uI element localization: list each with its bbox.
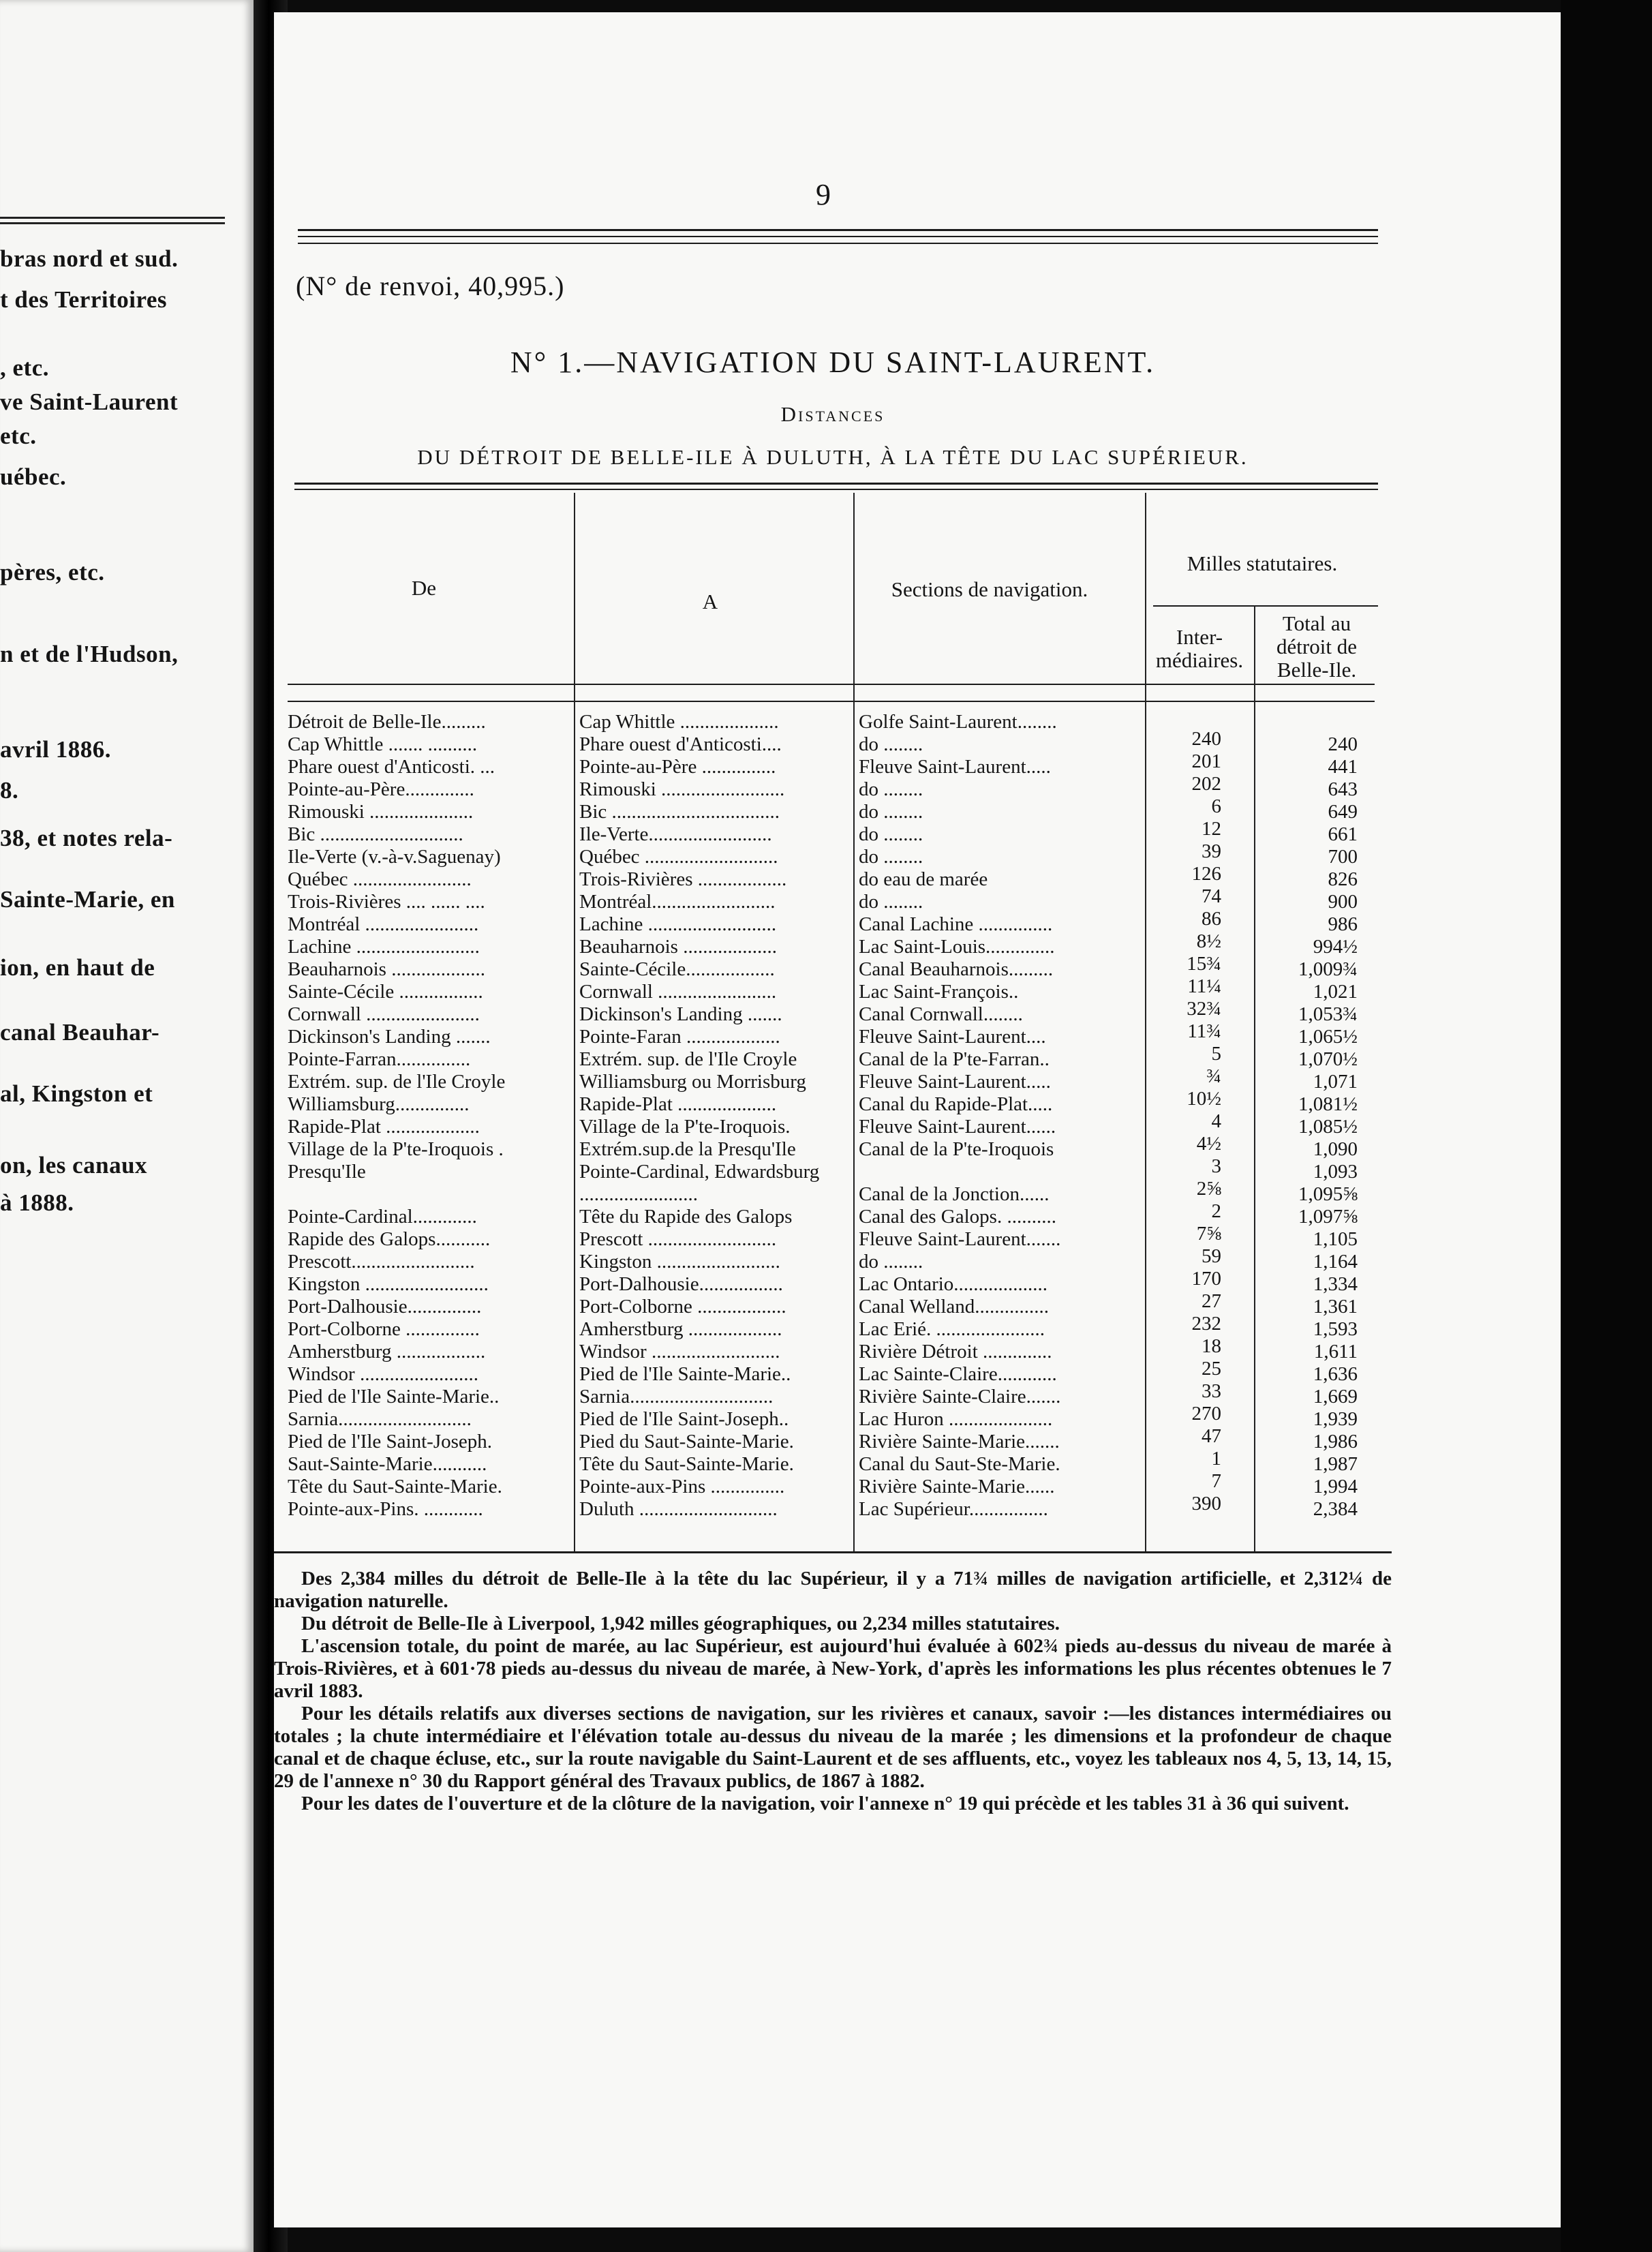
table-cell-a: Trois-Rivières .................. (579, 868, 787, 890)
table-cell-intermediaire: 240 (1191, 728, 1221, 750)
table-cell-de: Pointe-Farran............... (288, 1048, 471, 1070)
table-cell-section: Lac Huron ..................... (859, 1408, 1053, 1430)
table-cell-de: Québec ........................ (288, 868, 472, 890)
table-cell-section: Canal de la P'te-Farran.. (859, 1048, 1050, 1070)
table-cell-section: Lac Ontario................... (859, 1273, 1048, 1295)
table-cell-a: Lachine .......................... (579, 913, 777, 935)
footnote-paragraph: Pour les détails relatifs aux diverses sections de navigation, sur les rivières et canaux, savoir :—les distances intermédiaires ou totales ; la chute intermédiaire et l'élévation totale au-dessus du niveau de la marée ; les dimensions et la profondeur de chaque canal et de chaque écluse, etc., sur la route navigable du Saint-Laurent et de ses affluents, etc., voyez les tableaux nos 4, 5, 13, 14, 15, 29 de l'annexe n° 30 du Rapport général des Travaux publics, de 1867 à 1882. (274, 1703, 1392, 1792)
table-cell-intermediaire: 12 (1202, 818, 1221, 840)
table-cell-a: Rapide-Plat .................... (579, 1093, 777, 1115)
table-cell-intermediaire: 4½ (1196, 1133, 1221, 1155)
table-cell-a: Sainte-Cécile.................. (579, 958, 775, 980)
table-cell-section: Canal des Galops. .......... (859, 1206, 1056, 1228)
table-cell-de: Pointe-au-Père.............. (288, 778, 474, 800)
table-cell-intermediaire: ¾ (1206, 1065, 1221, 1087)
table-cell-a: Pointe-au-Père ............... (579, 756, 776, 778)
left-page-line: ve Saint-Laurent (0, 389, 179, 415)
page-subtitle-route: DU DÉTROIT DE BELLE-ILE À DULUTH, À LA TÊTE DU LAC SUPÉRIEUR. (417, 445, 1249, 469)
table-cell-a: Pointe-aux-Pins ............... (579, 1476, 785, 1497)
table-cell-a: Port-Dalhousie................. (579, 1273, 783, 1295)
table-cell-total: 661 (1328, 823, 1358, 845)
table-cell-a: Dickinson's Landing ....... (579, 1003, 782, 1025)
table-cell-section: Fleuve Saint-Laurent.... (859, 1026, 1046, 1048)
table-cell-total: 1,986 (1313, 1431, 1358, 1452)
table-cell-a: Windsor .......................... (579, 1341, 780, 1363)
table-cell-intermediaire: 2⅝ (1196, 1178, 1221, 1200)
table-cell-total: 1,939 (1313, 1408, 1358, 1430)
left-page-line: pères, etc. (0, 559, 105, 585)
table-cell-section: Lac Saint-François.. (859, 981, 1019, 1003)
table-cell-intermediaire: 7 (1211, 1470, 1221, 1492)
table-cell-total: 900 (1328, 891, 1358, 913)
table-cell-de: Pied de l'Ile Sainte-Marie.. (288, 1386, 500, 1408)
table-cell-a: Montréal......................... (579, 891, 776, 913)
table-top-rule (294, 483, 1378, 485)
table-cell-a: Bic .................................. (579, 801, 780, 823)
table-cell-total: 643 (1328, 778, 1358, 800)
table-cell-de: Windsor ........................ (288, 1363, 478, 1385)
table-cell-section: Rivière Sainte-Marie...... (859, 1476, 1055, 1497)
table-cell-de: Tête du Saut-Sainte-Marie. (288, 1476, 502, 1497)
table-cell-total: 1,636 (1313, 1363, 1358, 1385)
table-cell-section: Canal du Rapide-Plat..... (859, 1093, 1053, 1115)
table-cell-intermediaire: 202 (1191, 773, 1221, 795)
header-total: Total au détroit de Belle-Ile. (1276, 611, 1357, 682)
table-cell-total: 1,611 (1313, 1341, 1358, 1363)
table-cell-a: Beauharnois ................... (579, 936, 777, 958)
table-cell-total: 1,164 (1313, 1251, 1358, 1273)
table-cell-total: 1,070½ (1298, 1048, 1358, 1070)
table-cell-a: Village de la P'te-Iroquois. (579, 1116, 791, 1138)
table-cell-section: do ........ (859, 1251, 923, 1273)
table-cell-intermediaire: 11¾ (1187, 1020, 1221, 1042)
table-cell-total: 1,071 (1313, 1071, 1358, 1093)
table-cell-section: do ........ (859, 823, 923, 845)
left-page-line: on, les canaux (0, 1152, 148, 1178)
footnote-paragraph: Du détroit de Belle-Ile à Liverpool, 1,942 milles géographiques, ou 2,234 milles statutaires. (301, 1613, 1060, 1634)
table-cell-a: Cap Whittle .................... (579, 711, 779, 733)
table-cell-intermediaire: 74 (1202, 885, 1221, 907)
table-cell-section: Canal du Saut-Ste-Marie. (859, 1453, 1060, 1475)
left-page-line: à 1888. (0, 1189, 74, 1216)
table-cell-de: Phare ouest d'Anticosti. ... (288, 756, 495, 778)
document-page (274, 12, 1561, 2227)
table-cell-intermediaire: 170 (1191, 1268, 1221, 1290)
left-page-line: ion, en haut de (0, 954, 155, 981)
scan-margin (1561, 0, 1652, 2252)
table-cell-total: 2,384 (1313, 1498, 1358, 1520)
table-cell-intermediaire: 232 (1191, 1313, 1221, 1335)
table-cell-a: Rimouski ......................... (579, 778, 785, 800)
table-cell-de: Dickinson's Landing ....... (288, 1026, 491, 1048)
footnote-paragraph: L'ascension totale, du point de marée, au lac Supérieur, est aujourd'hui évaluée à 602¾ pieds au-dessus du niveau de marée à Trois-Rivières, et à 601·78 pieds au-dessus du niveau de marée, à New-York, d'après les informations les plus récentes obtenues le 7 avril 1883. (274, 1635, 1392, 1702)
table-cell-a: Pointe-Faran ................... (579, 1026, 780, 1048)
left-page-line: , etc. (0, 354, 49, 381)
table-cell-intermediaire: 390 (1191, 1493, 1221, 1515)
table-cell-total: 240 (1328, 733, 1358, 755)
table-cell-de: Pointe-aux-Pins. ............ (288, 1498, 483, 1520)
table-cell-intermediaire: 1 (1211, 1448, 1221, 1470)
table-cell-section: Canal Beauharnois......... (859, 958, 1054, 980)
table-cell-total: 1,361 (1313, 1296, 1358, 1318)
table-cell-intermediaire: 47 (1202, 1425, 1221, 1447)
column-de (288, 711, 568, 1521)
table-cell-a: Pied de l'Ile Sainte-Marie.. (579, 1363, 791, 1385)
table-cell-de: Lachine ......................... (288, 936, 480, 958)
left-page-line: Sainte-Marie, en (0, 886, 175, 913)
top-rule (298, 236, 1378, 237)
table-cell-section: Canal de la Jonction...... (859, 1183, 1050, 1205)
table-cell-intermediaire: 86 (1202, 908, 1221, 930)
table-cell-section: Lac Saint-Louis.............. (859, 936, 1055, 958)
table-cell-de: Montréal ....................... (288, 913, 479, 935)
table-cell-section: do eau de marée (859, 868, 988, 890)
table-cell-de: Cornwall ....................... (288, 1003, 480, 1025)
table-cell-intermediaire: 4 (1211, 1110, 1221, 1132)
table-cell-section: do ........ (859, 846, 923, 868)
table-cell-de: Pied de l'Ile Saint-Joseph. (288, 1431, 493, 1452)
table-cell-section: Fleuve Saint-Laurent..... (859, 756, 1051, 778)
table-cell-de: Amherstburg .................. (288, 1341, 486, 1363)
table-cell-intermediaire: 201 (1191, 750, 1221, 772)
column-rule (853, 493, 855, 1553)
left-page-line: n et de l'Hudson, (0, 641, 179, 667)
column-rule (574, 493, 575, 1553)
column-intermediaires (1146, 728, 1221, 1515)
page-title: N° 1.—NAVIGATION DU SAINT-LAURENT. (510, 346, 1156, 379)
table-cell-de: Sarnia........................... (288, 1408, 472, 1430)
left-page-line: t des Territoires (0, 286, 168, 313)
table-cell-de: Bic ............................. (288, 823, 463, 845)
header-bottom-rule (288, 684, 1375, 685)
table-cell-de: Prescott......................... (288, 1251, 475, 1273)
table-cell-de: Cap Whittle ....... .......... (288, 733, 478, 755)
left-page-line: etc. (0, 423, 37, 449)
table-cell-a: Cornwall ........................ (579, 981, 777, 1003)
header-de: De (411, 576, 437, 600)
table-cell-a: Tête du Saut-Sainte-Marie. (579, 1453, 794, 1475)
table-cell-de: Trois-Rivières .... ...... .... (288, 891, 485, 913)
table-cell-total: 1,593 (1313, 1318, 1358, 1340)
table-cell-a: Kingston ......................... (579, 1251, 780, 1273)
table-cell-section: Rivière Sainte-Marie....... (859, 1431, 1060, 1452)
table-cell-de (288, 1183, 568, 1206)
table-cell-total: 1,334 (1313, 1273, 1358, 1295)
table-cell-section: do ........ (859, 778, 923, 800)
table-cell-total: 1,065½ (1298, 1026, 1358, 1048)
left-page-line: 8. (0, 777, 19, 804)
table-cell-a: Williamsburg ou Morrisburg (579, 1071, 806, 1093)
table-cell-total: 1,009¾ (1298, 958, 1358, 980)
top-rule (298, 243, 1378, 244)
table-cell-total: 826 (1328, 868, 1358, 890)
table-cell-total: 1,093 (1313, 1161, 1358, 1183)
table-cell-de: Kingston ......................... (288, 1273, 489, 1295)
footnote-paragraph: Pour les dates de l'ouverture et de la clôture de la navigation, voir l'annexe n° 19 qui précède et les tables 31 à 36 qui suivent. (301, 1793, 1349, 1814)
table-cell-intermediaire: 18 (1202, 1335, 1221, 1357)
table-cell-de: Ile-Verte (v.-à-v.Saguenay) (288, 846, 501, 868)
table-cell-section: Lac Sainte-Claire............ (859, 1363, 1057, 1385)
table-cell-a: Duluth ............................ (579, 1498, 778, 1520)
table-cell-intermediaire: 11¼ (1187, 975, 1221, 997)
table-cell-a: Port-Colborne .................. (579, 1296, 786, 1318)
table-cell-de: Port-Dalhousie............... (288, 1296, 482, 1318)
table-cell-intermediaire: 33 (1202, 1380, 1221, 1402)
table-cell-a: Amherstburg ................... (579, 1318, 782, 1340)
table-cell-de: Rimouski ..................... (288, 801, 474, 823)
reference-number: (N° de renvoi, 40,995.) (296, 271, 565, 301)
table-cell-section: Canal Lachine ............... (859, 913, 1053, 935)
table-cell-intermediaire: 32¾ (1187, 998, 1221, 1020)
table-cell-a: Sarnia............................. (579, 1386, 774, 1408)
table-cell-a: Phare ouest d'Anticosti.... (579, 733, 782, 755)
table-bottom-rule (274, 1551, 1392, 1553)
table-cell-total: 1,097⅝ (1298, 1206, 1358, 1228)
table-cell-de: Rapide-Plat ................... (288, 1116, 480, 1138)
table-cell-total: 1,987 (1313, 1453, 1358, 1475)
table-cell-de: Pointe-Cardinal............. (288, 1206, 477, 1228)
table-cell-de: Presqu'Ile (288, 1161, 366, 1183)
table-cell-intermediaire: 3 (1211, 1155, 1221, 1177)
table-cell-intermediaire: 59 (1202, 1245, 1221, 1267)
table-cell-section: Canal de la P'te-Iroquois (859, 1138, 1054, 1160)
header-rule (1153, 605, 1378, 607)
footnote-paragraph: Des 2,384 milles du détroit de Belle-Ile à la tête du lac Supérieur, il y a 71¾ milles de navigation artificielle, et 2,312¼ de navigation naturelle. (274, 1568, 1392, 1612)
table-cell-section: do ........ (859, 733, 923, 755)
table-cell-intermediaire: 6 (1211, 795, 1221, 817)
left-page-fragment (0, 0, 254, 2252)
table-cell-a: Québec ........................... (579, 846, 778, 868)
header-bottom-rule (288, 701, 1375, 702)
table-cell-a: Extrém.sup.de la Presqu'Ile (579, 1138, 796, 1160)
table-top-rule (294, 489, 1378, 490)
column-sections (859, 711, 1141, 1521)
table-cell-total: 1,994 (1313, 1476, 1358, 1497)
table-cell-total: 1,090 (1313, 1138, 1358, 1160)
left-page-line: uébec. (0, 463, 67, 490)
table-cell-de: Port-Colborne ............... (288, 1318, 480, 1340)
table-cell-a: Pointe-Cardinal, Edwardsburg ........................ (579, 1161, 820, 1205)
header-sections: Sections de navigation. (891, 577, 1088, 601)
header-intermediaires: Inter- médiaires. (1155, 625, 1244, 672)
page-number: 9 (816, 178, 831, 211)
table-cell-a: Pied du Saut-Sainte-Marie. (579, 1431, 794, 1452)
table-cell-section: Fleuve Saint-Laurent..... (859, 1071, 1051, 1093)
table-cell-total: 1,085½ (1298, 1116, 1358, 1138)
left-page-line: 38, et notes rela- (0, 825, 173, 851)
table-cell-intermediaire: 5 (1211, 1043, 1221, 1065)
table-cell-total: 1,105 (1313, 1228, 1358, 1250)
table-cell-intermediaire: 10½ (1187, 1088, 1221, 1110)
table-cell-intermediaire: 8½ (1196, 930, 1221, 952)
table-cell-section: Rivière Détroit .............. (859, 1341, 1052, 1363)
table-cell-de: Village de la P'te-Iroquois . (288, 1138, 504, 1160)
table-cell-intermediaire: 2 (1211, 1200, 1221, 1222)
table-cell-de: Saut-Sainte-Marie........... (288, 1453, 487, 1475)
table-cell-total: 649 (1328, 801, 1358, 823)
table-cell-intermediaire: 25 (1202, 1358, 1221, 1380)
table-cell-total: 441 (1328, 756, 1358, 778)
table-cell-section: Golfe Saint-Laurent........ (859, 711, 1057, 733)
table-cell-intermediaire: 270 (1191, 1403, 1221, 1425)
table-cell-section: Fleuve Saint-Laurent....... (859, 1228, 1061, 1250)
table-cell-total: 1,669 (1313, 1386, 1358, 1408)
column-a (579, 711, 849, 1521)
footnotes (274, 1568, 1392, 1815)
table-cell-total: 994½ (1313, 936, 1358, 958)
table-cell-section: Canal Cornwall........ (859, 1003, 1023, 1025)
table-cell-total: 1,053¾ (1298, 1003, 1358, 1025)
table-cell-de: Extrém. sup. de l'Ile Croyle (288, 1071, 506, 1093)
table-cell-total: 700 (1328, 846, 1358, 868)
left-page-line: canal Beauhar- (0, 1019, 160, 1046)
table-cell-section: Canal Welland............... (859, 1296, 1050, 1318)
header-a: A (702, 590, 718, 613)
column-total (1255, 733, 1358, 1521)
table-cell-total: 1,095⅝ (1298, 1183, 1358, 1205)
table-cell-intermediaire: 27 (1202, 1290, 1221, 1312)
table-cell-a: Prescott .......................... (579, 1228, 777, 1250)
table-cell-section: do ........ (859, 891, 923, 913)
table-cell-de: Williamsburg............... (288, 1093, 470, 1115)
table-cell-total: 1,021 (1313, 981, 1358, 1003)
left-rule (0, 217, 225, 219)
table-cell-section: Fleuve Saint-Laurent...... (859, 1116, 1056, 1138)
table-cell-de: Beauharnois ................... (288, 958, 485, 980)
table-cell-intermediaire: 7⅝ (1196, 1223, 1221, 1245)
left-page-line: avril 1886. (0, 736, 111, 763)
table-cell-total: 986 (1328, 913, 1358, 935)
page-subtitle: Distances (780, 402, 885, 426)
top-rule (298, 229, 1378, 231)
table-cell-intermediaire: 126 (1191, 863, 1221, 885)
header-milles: Milles statutaires. (1187, 551, 1338, 575)
left-rule (0, 222, 225, 224)
table-cell-section: Lac Supérieur................ (859, 1498, 1048, 1520)
table-cell-intermediaire: 15¾ (1187, 953, 1221, 975)
table-cell-section (859, 1161, 1141, 1183)
table-cell-section: do ........ (859, 801, 923, 823)
table-cell-a: Ile-Verte......................... (579, 823, 772, 845)
table-cell-de: Sainte-Cécile ................. (288, 981, 483, 1003)
table-cell-section: Rivière Sainte-Claire....... (859, 1386, 1061, 1408)
left-page-line: bras nord et sud. (0, 245, 179, 272)
table-cell-intermediaire: 39 (1202, 840, 1221, 862)
table-cell-a: Pied de l'Ile Saint-Joseph.. (579, 1408, 789, 1430)
table-cell-a: Extrém. sup. de l'Ile Croyle (579, 1048, 797, 1070)
table-cell-a: Tête du Rapide des Galops (579, 1206, 793, 1228)
table-cell-de: Rapide des Galops........... (288, 1228, 491, 1250)
table-cell-total: 1,081½ (1298, 1093, 1358, 1115)
table-cell-section: Lac Erié. ...................... (859, 1318, 1045, 1340)
table-cell-de: Détroit de Belle-Ile......... (288, 711, 486, 733)
left-page-line: al, Kingston et (0, 1080, 153, 1107)
